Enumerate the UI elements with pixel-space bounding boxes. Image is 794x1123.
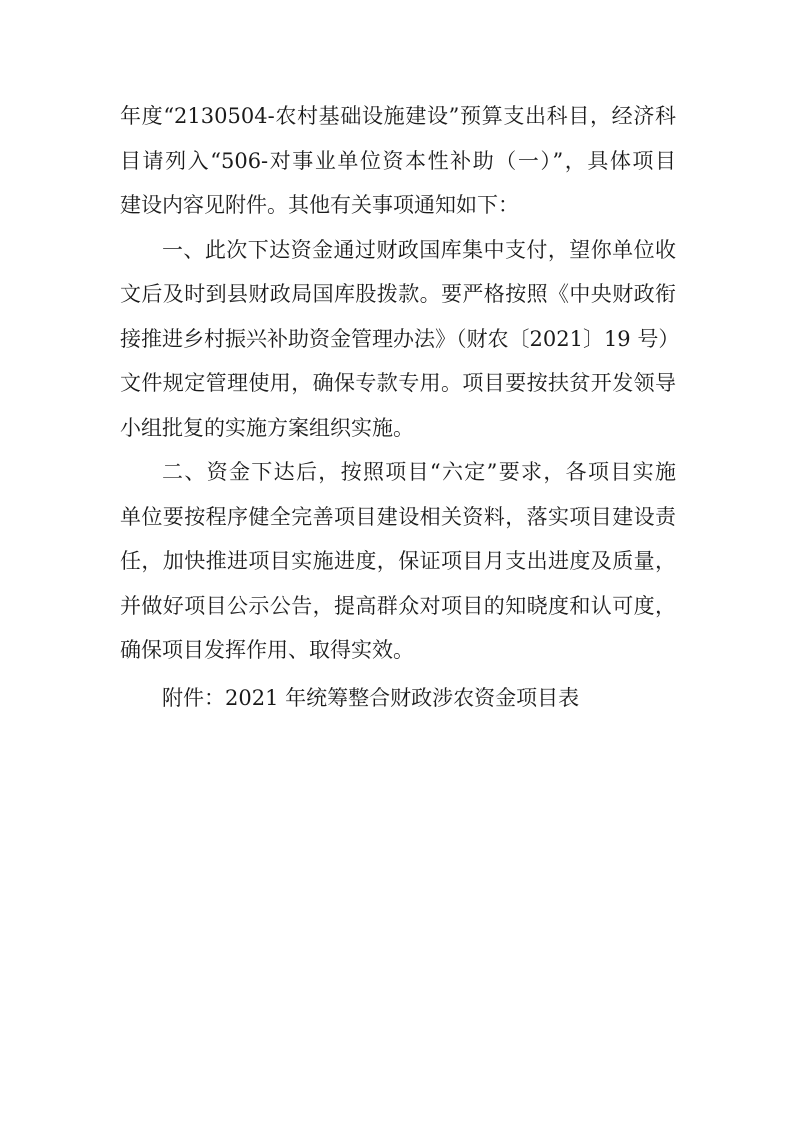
paragraph-line: 确保项目发挥作用、取得实效。 xyxy=(120,638,414,662)
notice-body xyxy=(120,94,680,673)
paragraph-line: 文后及时到县财政局国库股拨款。要严格按照《中央财政衔 xyxy=(120,282,676,306)
paragraph-line: 单位要按程序健全完善项目建设相关资料，落实项目建设责 xyxy=(120,504,676,529)
paragraph-line: 接推进乡村振兴补助资金管理办法》（财农〔2021〕19 号） xyxy=(120,326,680,351)
paragraph-line: 二、资金下达后，按照项目“六定”要求，各项目实施 xyxy=(162,460,676,484)
paragraph-line: 小组批复的实施方案组织实施。 xyxy=(120,415,414,440)
paragraph-line: 文件规定管理使用，确保专款专用。项目要按扶贫开发领导 xyxy=(120,371,676,395)
paragraph-line: 建设内容见附件。其他有关事项通知如下： xyxy=(120,193,519,217)
paragraph-line: 并做好项目公示公告，提高群众对项目的知晓度和认可度， xyxy=(120,593,676,618)
attachment-note: 附件：2021 年统筹整合财政涉农资金项目表 xyxy=(162,686,580,710)
paragraph-line: 任，加快推进项目实施进度，保证项目月支出进度及质量， xyxy=(120,549,676,573)
paragraph-line: 年度“2130504-农村基础设施建设”预算支出科目，经济科 xyxy=(120,104,676,128)
paragraph-line: 一、此次下达资金通过财政国库集中支付，望你单位收 xyxy=(162,237,676,262)
paragraph-line: 目请列入“506-对事业单位资本性补助（一）”，具体项目 xyxy=(120,148,676,173)
